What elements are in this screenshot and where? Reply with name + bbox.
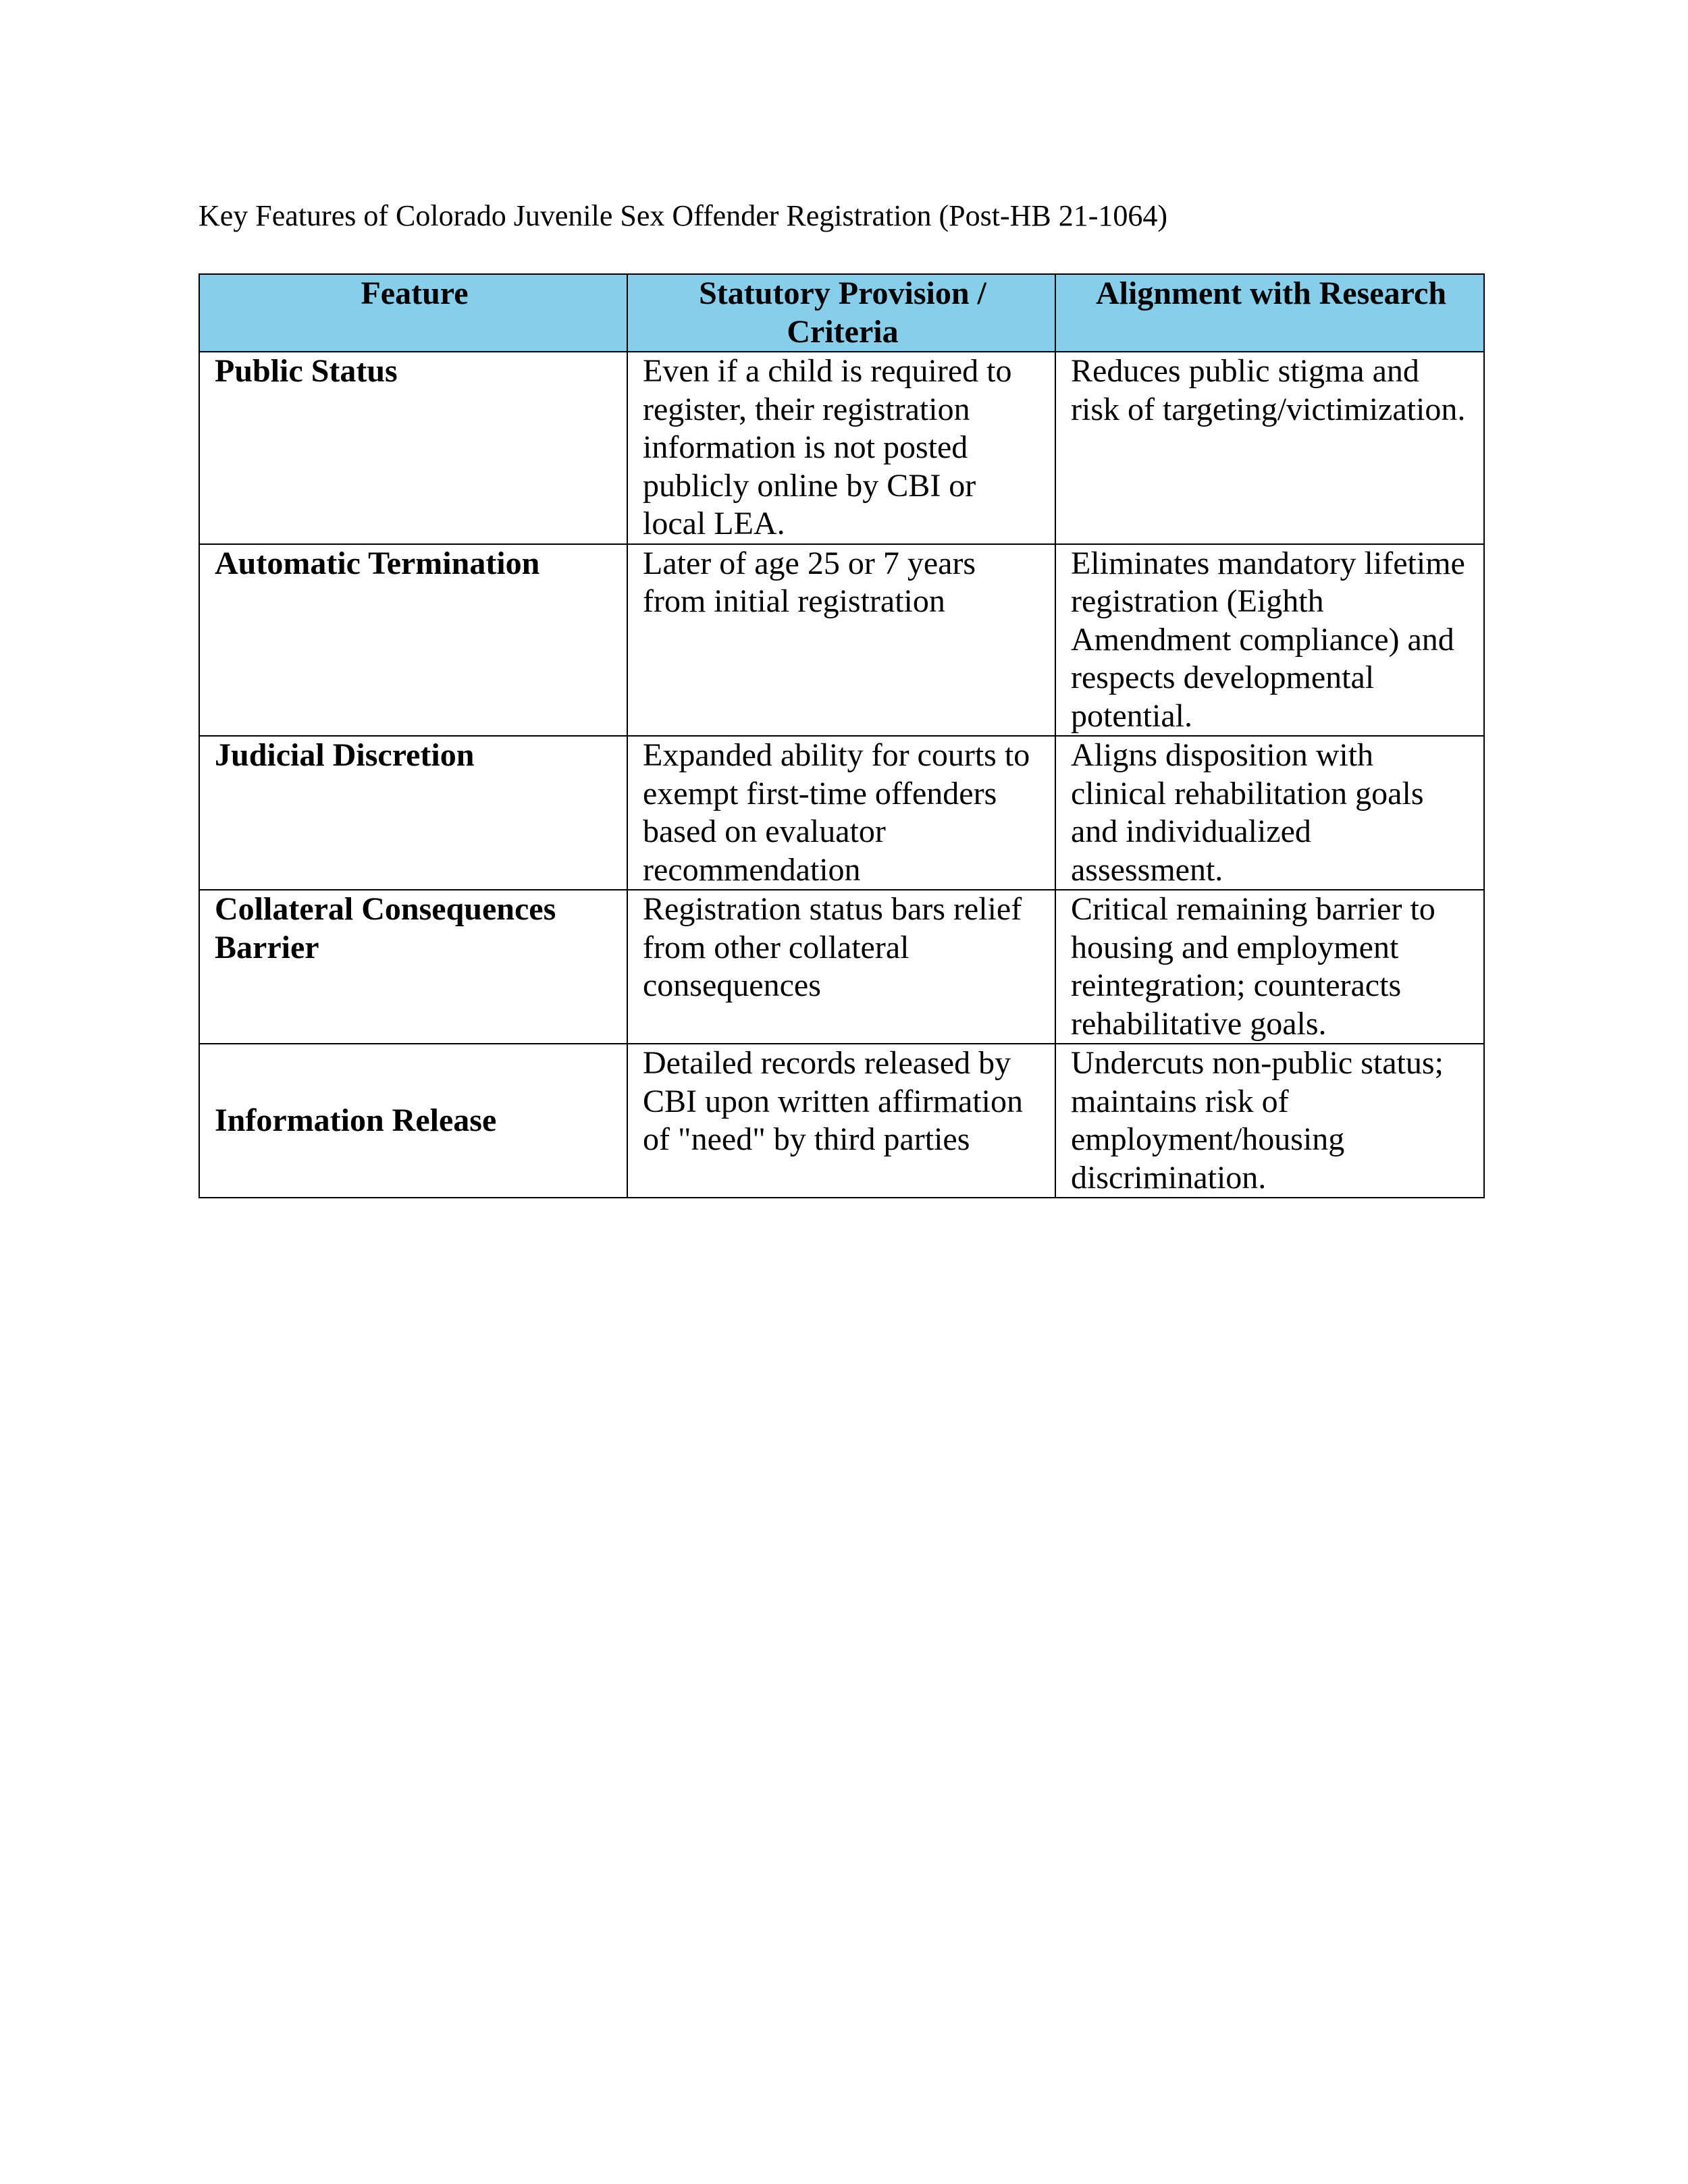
alignment-cell: Critical remaining barrier to housing and employment reintegration; counteracts rehabilitative goals. [1055,890,1484,1044]
document-title: Key Features of Colorado Juvenile Sex Offender Registration (Post-HB 21-1064) [199,199,1168,232]
table-row [199,352,1484,544]
provision-cell: Later of age 25 or 7 years from initial registration [627,544,1055,737]
header-feature: Feature [199,274,627,352]
provision-cell: Expanded ability for courts to exempt first-time offenders based on evaluator recommendation [627,736,1055,890]
feature-cell: Public Status [199,352,627,544]
table-row [199,890,1484,1044]
feature-cell: Information Release [199,1044,627,1198]
alignment-cell: Undercuts non-public status; maintains risk of employment/housing discrimination. [1055,1044,1484,1198]
header-alignment-with-research: Alignment with Research [1055,274,1484,352]
feature-cell: Judicial Discretion [199,736,627,890]
table-row [199,544,1484,737]
table-row [199,736,1484,890]
feature-cell: Collateral Consequences Barrier [199,890,627,1044]
feature-cell: Automatic Termination [199,544,627,737]
header-statutory-provision: Statutory Provision / Criteria [627,274,1055,352]
provision-cell: Detailed records released by CBI upon written affirmation of "need" by third parties [627,1044,1055,1198]
features-table [199,273,1485,1198]
alignment-cell: Aligns disposition with clinical rehabilitation goals and individualized assessment. [1055,736,1484,890]
alignment-cell: Eliminates mandatory lifetime registration (Eighth Amendment compliance) and respects developmental potential. [1055,544,1484,737]
provision-cell: Registration status bars relief from other collateral consequences [627,890,1055,1044]
table-row [199,1044,1484,1198]
table-header-row [199,274,1484,352]
alignment-cell: Reduces public stigma and risk of targeting/victimization. [1055,352,1484,544]
provision-cell: Even if a child is required to register, their registration information is not posted publicly online by CBI or local LEA. [627,352,1055,544]
